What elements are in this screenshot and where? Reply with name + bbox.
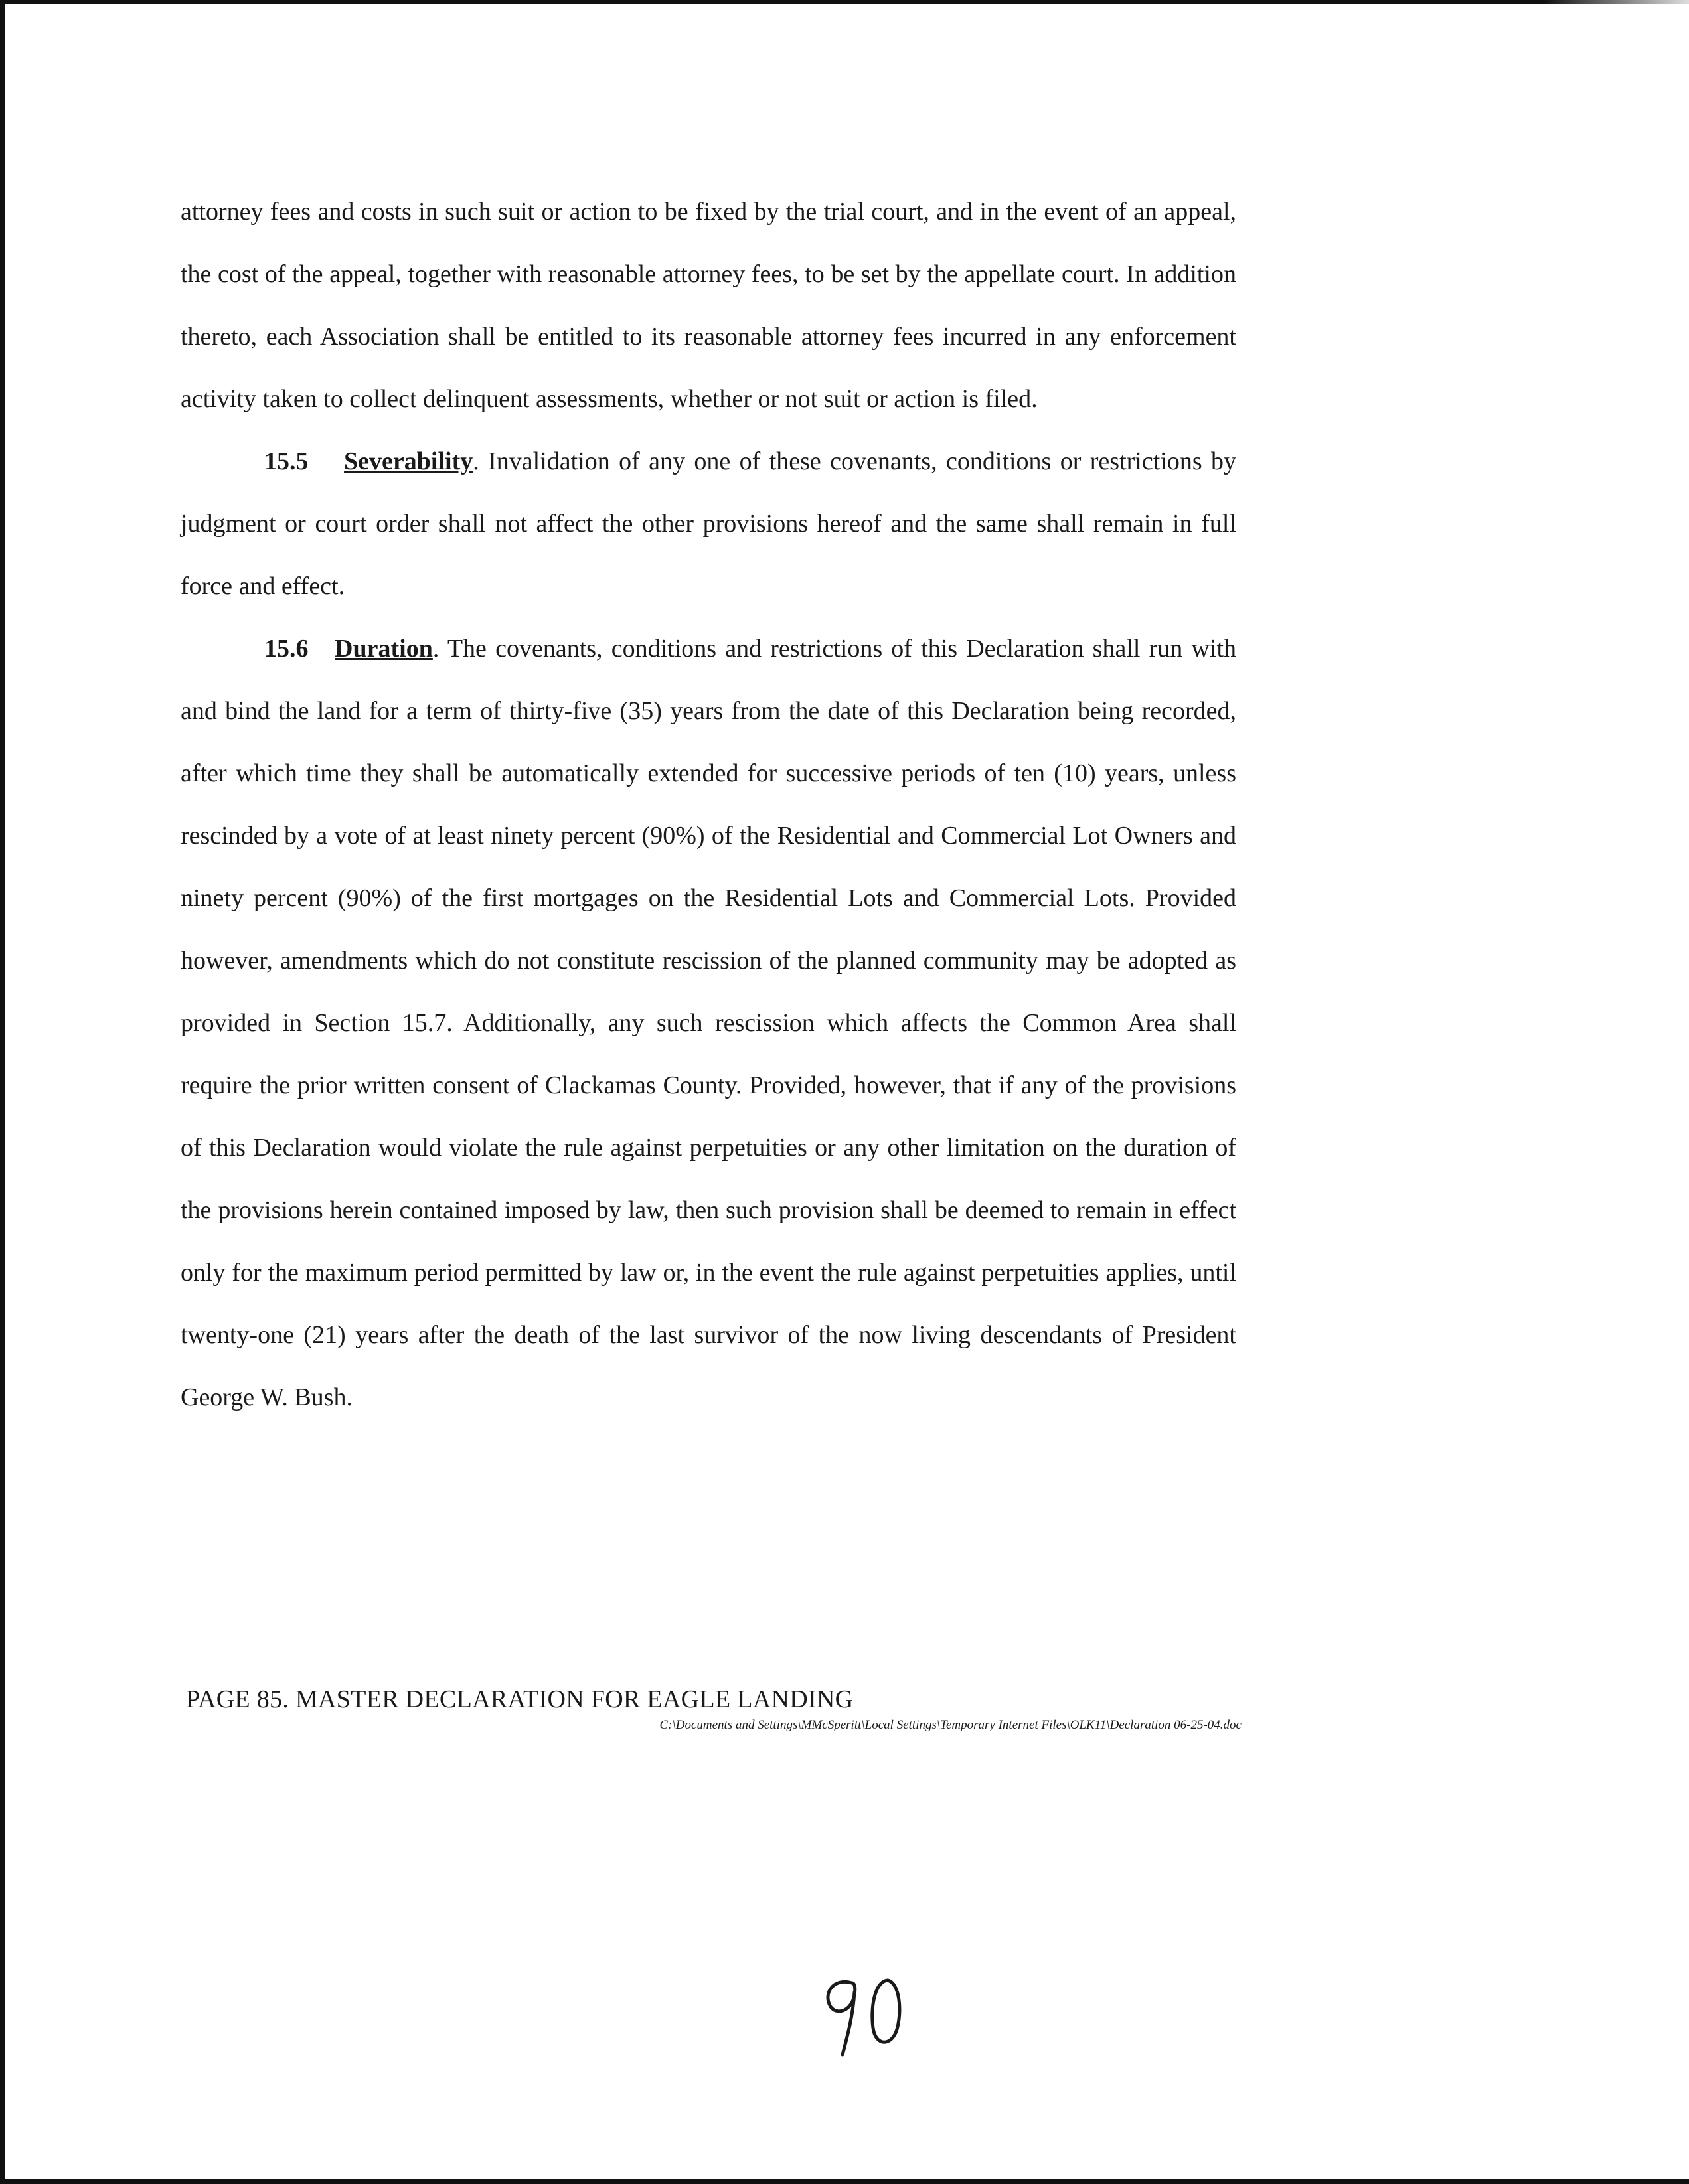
section-15-6 bbox=[181, 617, 1236, 1429]
footer-page-label: PAGE 85. MASTER DECLARATION FOR EAGLE LANDING bbox=[186, 1685, 854, 1713]
scan-border-top bbox=[0, 0, 1689, 4]
paragraph-intro: attorney fees and costs in such suit or action to be fixed by the trial court, and in the event of an appeal, the cost of the appeal, together with reasonable attorney fees, to be set by the appellate court. In addition thereto, each Association shall be entitled to its reasonable attorney fees incurred in any enforcement activity taken to collect delinquent assessments, whether or not suit or action is filed. bbox=[181, 198, 1236, 413]
handwritten-page-number bbox=[813, 1968, 920, 2061]
section-15-5 bbox=[181, 430, 1236, 617]
section-title: Duration bbox=[335, 635, 433, 663]
section-text: . Invalidation of any one of these covenants, conditions or restrictions by judgment or court order shall not affect the other provisions hereof and the same shall remain in full force and effect. bbox=[181, 447, 1236, 600]
footer-file-path: C:\Documents and Settings\MMcSperitt\Local Settings\Temporary Internet Files\OLK11\Declaration 06-25-04.doc bbox=[659, 1718, 1242, 1732]
section-text: . The covenants, conditions and restrictions of this Declaration shall run with and bind the land for a term of thirty-five (35) years from the date of this Declaration being recorded, after which time they shall be automatically extended for successive periods of ten (10) years, unless rescinded by a vote of at least ninety percent (90%) of the Residential and Commercial Lot Owners and ninety percent (90%) of the first mortgages on the Residential Lots and Commercial Lots. Provided however, amendments which do not constitute rescission of the planned community may be adopted as provided in Section 15.7. Additionally, any such rescission which affects the Common Area shall require the prior written consent of Clackamas County. Provided, however, that if any of the provisions of this Declaration would violate the rule against perpetuities or any other limitation on the duration of the provisions herein contained imposed by law, then such provision shall be deemed to remain in effect only for the maximum period permitted by law or, in the event the rule against perpetuities applies, until twenty-one (21) years after the death of the last survivor of the now living descendants of President George W. Bush. bbox=[181, 635, 1236, 1411]
scan-border-bottom bbox=[0, 2179, 1689, 2184]
section-title: Severability bbox=[344, 447, 473, 475]
section-number: 15.5 bbox=[264, 447, 309, 475]
scan-border-top-fade bbox=[1543, 0, 1689, 4]
section-number: 15.6 bbox=[264, 635, 309, 663]
document-body bbox=[181, 181, 1236, 1429]
scan-border-left bbox=[0, 0, 5, 2184]
